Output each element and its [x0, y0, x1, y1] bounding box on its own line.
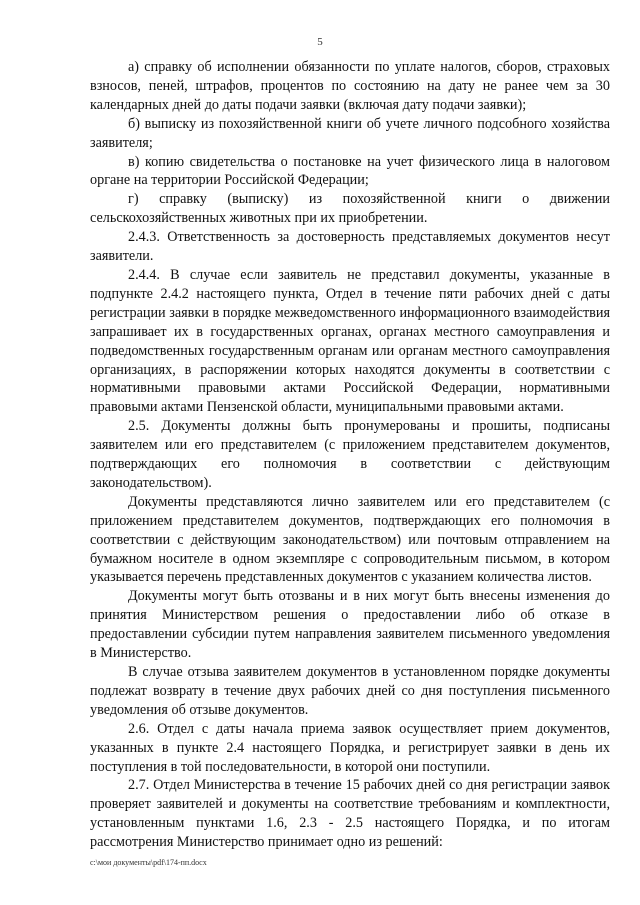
paragraph-2-5: 2.5. Документы должны быть пронумерованы и прошиты, подписаны заявителем или его представителем (с приложением представителем документов, подтверждающих его полномочия в соответствии с действующим законодательством).: [90, 418, 610, 491]
paragraph-2-7: 2.7. Отдел Министерства в течение 15 рабочих дней со дня регистрации заявок проверяет заявителей и документы на соответствие требованиям и комплектности, установленным пунктами 1.6, 2.3 - 2.5 настоящего Порядка, и по итогам рассмотрения Министерство принимает одно из решений:: [90, 777, 610, 851]
paragraph-item-b: б) выписку из похозяйственной книги об учете личного подсобного хозяйства заявителя;: [90, 115, 610, 151]
paragraph-documents-return: В случае отзыва заявителем документов в установленном порядке документы подлежат возврату в течение двух рабочих дней со дня поступления письменного уведомления об отзыве документов.: [90, 664, 610, 718]
document-body: [90, 58, 610, 852]
paragraph-documents-withdrawal: Документы могут быть отозваны и в них могут быть внесены изменения до принятия Министерством решения о предоставлении либо об отказе в предоставлении субсидии путем направления заявителем письменного уведомления в Министерство.: [90, 588, 610, 662]
paragraph-item-a: а) справку об исполнении обязанности по уплате налогов, сборов, страховых взносов, пеней, штрафов, процентов по состоянию на дату не ранее чем за 30 календарных дней до даты подачи заявки (включая дату подачи заявки);: [90, 59, 610, 113]
paragraph-2-6: 2.6. Отдел с даты начала приема заявок осуществляет прием документов, указанных в пункте 2.4 настоящего Порядка, и регистрирует заявки в день их поступления в той последовательности, в которой они поступили.: [90, 720, 610, 775]
paragraph-2-4-3: 2.4.3. Ответственность за достоверность представляемых документов несут заявители.: [90, 229, 610, 265]
paragraph-item-v: в) копию свидетельства о постановке на учет физического лица в налоговом органе на территории Российской Федерации;: [90, 153, 610, 189]
footer-file-path: c:\мои документы\pdf\174-пп.docx: [90, 858, 207, 867]
paragraph-documents-submission: Документы представляются лично заявителем или его представителем (с приложением представителем документов, подтверждающих его полномочия в соответствии с действующим законодательством) или почтовым отправлением на бумажном носителе в одном экземпляре с сопроводительным письмом, в котором указывается перечень представленных документов с указанием количества листов.: [90, 493, 610, 586]
paragraph-2-4-4: 2.4.4. В случае если заявитель не представил документы, указанные в подпункте 2.4.2 настоящего пункта, Отдел в течение пяти рабочих дней с даты регистрации заявки в порядке межведомственного информационного взаимодействия запрашивает их в государственных органах, органах местного самоуправления и подведомственных государственным органам или органам местного самоуправления организациях, в распоряжении которых находятся документы в соответствии с нормативными правовыми актами Российской Федерации, нормативными правовыми актами Пензенской области, муниципальными правовыми актами.: [90, 266, 610, 416]
paragraph-item-g: г) справку (выписку) из похозяйственной книги о движении сельскохозяйственных животных при их приобретении.: [90, 191, 610, 227]
page-number: 5: [317, 36, 323, 48]
